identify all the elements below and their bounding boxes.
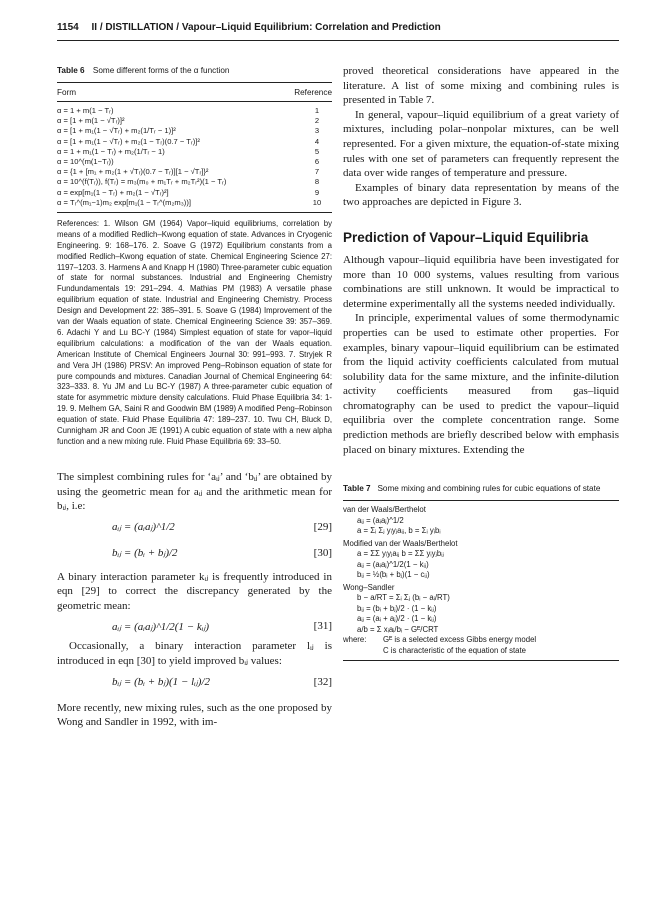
table6-form: α = Tᵣ^(m₁−1)m₂ exp[m₁(1 − Tᵣ^(m₂m₃))] [57,197,191,207]
table6-form: α = {1 + [m₁ + m₂(1 + √Tᵣ)(0.7 − Tᵣ)][1 − √Tᵣ]}² [57,167,209,177]
table6-ref: 5 [314,146,320,156]
table7-formula: bᵢⱼ = ½(bᵢ + bⱼ)(1 − cᵢⱼ) [357,570,430,580]
table7-formula: aᵢⱼ = (aᵢ + aⱼ)/2 · (1 − kᵢⱼ) [357,614,437,624]
page-number: 1154 [57,22,79,33]
paragraph: More recently, new mixing rules, such as the one proposed by Wong and Sandler in 1992, with im- [57,701,332,729]
equation-30 [57,540,332,566]
table6-row [57,147,332,157]
table6-form: α = 1 + m₁(1 − Tᵣ) + m₂(1/Tᵣ − 1) [57,146,165,156]
table6-form: α = [1 + m(1 − √Tᵣ)]² [57,116,125,126]
table6-form: α = 1 + m(1 − Tᵣ) [57,106,114,116]
equation-expression: aᵢⱼ = (aᵢaⱼ)^1/2(1 − kᵢⱼ) [112,620,210,633]
table6-ref: 8 [314,177,320,187]
table7-section-title: van der Waals/Berthelot [343,505,426,515]
table6-body [57,102,332,212]
paragraph: Occasionally, a binary interaction parameter lᵢⱼ is introduced in eqn [30] to yield improved bᵢⱼ values: [57,640,332,668]
table7-section-title: Wong–Sandler [343,582,395,592]
equation-31 [57,613,332,639]
table7-where-text: Gᴱ is a selected excess Gibbs energy model [383,635,537,645]
table7-where-text: C is characteristic of the equation of state [383,645,527,655]
left-column [57,66,332,730]
equation-expression: aᵢⱼ = (aᵢaⱼ)^1/2 [112,521,175,534]
table6-form: α = 10^(m(1−Tᵣ)) [57,157,114,167]
equation-29 [57,514,332,540]
right-column [343,66,619,661]
table6-ref: 9 [314,187,320,197]
running-header [57,22,619,41]
table6-form: α = [1 + m₁(1 − √Tᵣ) + m₂(1/Tᵣ − 1)]² [57,126,176,136]
table7-section-title: Modified van der Waals/Berthelot [343,538,458,548]
table6-header [57,83,332,102]
table6-ref: 3 [314,126,320,136]
paragraph: The simplest combining rules for ‘aᵢⱼ’ and ‘bᵢⱼ’ are obtained by using the geometric mean for aᵢⱼ and the arithmetic mean for bᵢⱼ, i.e: [57,470,332,513]
paragraph: A binary interaction parameter kᵢⱼ is frequently introduced in eqn [29] to correct the discrepancy generated by the geometric mean: [57,570,332,612]
table7-formula: aᵢⱼ = (aᵢaⱼ)^1/2 [357,515,404,525]
table7-formula: b − a/RT = Σᵢ Σⱼ (bᵢ − aᵢ/RT) [357,593,450,603]
paragraph: proved theoretical considerations have appeared in the literature. A list of some mixing and combining rules is presented in Table 7. [343,65,619,107]
table6-row [57,106,332,116]
table7-caption: Some mixing and combining rules for cubic equations of state [377,484,601,494]
table6-ref: 2 [314,116,320,126]
equation-number: [31] [313,620,332,633]
table6-caption: Some different forms of the α function [92,66,230,75]
equation-expression: bᵢⱼ = (bᵢ + bⱼ)/2 [112,547,178,560]
table7-formula: a = Σᵢ Σⱼ yᵢyⱼaᵢⱼ, b = Σᵢ yᵢbᵢ [357,526,441,536]
table7-formula: aᵢⱼ = (aᵢaⱼ)^1/2(1 − kᵢⱼ) [357,559,429,569]
table7-where-label: where: [343,635,367,645]
table6-row [57,198,332,208]
table7-formula: a = ΣΣ yᵢyⱼaᵢⱼ b = ΣΣ yᵢyⱼbᵢⱼ [357,549,444,559]
table7-title [343,483,619,494]
table6-ref: 6 [314,157,320,167]
paragraph: In principle, experimental values of some thermodynamic properties can be used to estimate other properties. For examples, binary vapour–liquid equilibrium can be estimated from the liquid activity coefficients calculated from mutual solubility data for the same mixture, and the infinite-dilution activity coefficients measured from gas–liquid chromatography can be used to predict the vapour–liquid equilibria over the complete concentration range. Some prediction methods are briefly described below with emphasis placed on binary mixtures. Extending the [343,312,619,456]
table6-references: References: 1. Wilson GM (1964) Vapor–liquid equilibriums, correlation by means of a modified Redlich–Kwong equation of state. Advances in Cryogenic Engineering. 9: 168–176. 2. Soave G (1972) Equilibrium constants from a modified Redlich–Kwong equation of state. Chemical Engineering Science 27: 1197–1203. 3. Harmens A and Knapp H (1980) Three-parameter cubic equation of state for normal substances. Industrial and Engineering Chemistry Fundundamentals 19: 291–294. 4. Mathias PM (1983) A versatile phase equilibrium equation of state. Industrial and Engineering Chemistry. Process Design and Development 22: 385–391. 5. Soave G (1984) Improvement of the van der Waals equation of state. Chemical Engineering Science 39: 357–369. 6. Adachi Y and Lu BC-Y (1984) Simplest equation of state for vapor–liquid equilibrium calculations: a modification of the van der Waals equation. American Institute of Chemical Engineers Journal 30: 991–993. 7. Stryjek R and Vera JH (1986) PRSV: An improved Peng–Robinson equation of state for pure compounds and mixtures. Canadian Journal of Chemical Engineering 64: 323–333. 8. Yu JM and Lu BC-Y (1987) A three-parameter cubic equation of state for asymmetric mixture density calculations. Fluid Phase Equilibria 34: 1-19. 9. Melhem GA, Saini R and Goodwin BM (1989) A modified Peng–Robinson equation of state. Fluid Phase Equilibria 47: 189–237. 10. Twu CH, Bluck D, Cunnigham JR and Coon JE (1991) A cubic equation of state with a new alpha function and a new mixing rule. Fluid Phase Equilibria 69: 33–50. [57,218,332,446]
table6-form: α = [1 + m₁(1 − √Tᵣ) + m₂(1 − Tᵣ)(0.7 − Tᵣ)]² [57,136,200,146]
table7-formula: a/b = Σ xᵢaᵢ/bᵢ − Gᴱ/CRT [357,624,439,634]
table6-form: α = exp[m₁(1 − Tᵣ) + m₂(1 − √Tᵣ)²] [57,187,169,197]
table6-ref: 7 [314,167,320,177]
table7-where [343,646,619,657]
table6-label: Table 6 [57,66,85,75]
table6-col-form: Form [57,88,77,97]
table6-row [57,126,332,136]
table7-where [343,635,619,646]
table6-row [57,116,332,126]
table6-ref: 1 [314,106,320,116]
table6 [57,82,332,213]
table6-row [57,137,332,147]
section-heading: Prediction of Vapour–Liquid Equilibria [343,229,589,245]
table6-ref: 10 [312,197,322,207]
table7-formula: bᵢⱼ = (bᵢ + bⱼ)/2 · (1 − kᵢⱼ) [357,603,437,613]
equation-32 [57,669,332,695]
table6-col-ref: Reference [294,88,332,97]
table6-row [57,177,332,187]
table7 [343,500,619,661]
table6-row [57,188,332,198]
paragraph: Examples of binary data representation by means of the two approaches are depicted in Figure 3. [343,181,619,209]
equation-number: [32] [313,675,332,688]
equation-expression: bᵢⱼ = (bᵢ + bⱼ)(1 − lᵢⱼ)/2 [112,676,211,689]
table6-title [57,66,332,75]
running-title: II / DISTILLATION / Vapour–Liquid Equilibrium: Correlation and Prediction [91,22,441,33]
table7-label: Table 7 [343,484,371,494]
table6-row [57,167,332,177]
equation-number: [29] [313,520,332,533]
table6-ref: 4 [314,136,320,146]
paragraph: In general, vapour–liquid equilibrium of a great variety of mixtures, including polar–nonpolar mixtures, can be well represented. For a given mixture, the equation-of-state mixing rules with one set of parameters can frequently represent the data over wide ranges of temperature and pressure. [343,108,619,180]
table6-form: α = 10^(f(Tᵣ)), f(Tᵣ) = m₃(m₀ + m₁Tᵣ + m₂Tᵣ²)(1 − Tᵣ) [57,177,227,187]
paragraph: Although vapour–liquid equilibria have been investigated for more than 10 000 systems, values resulting from various combinations are still unknown. It would be impractical to determine experimentally all the systems needed individually. [343,253,619,310]
table6-row [57,157,332,167]
equation-number: [30] [313,546,332,559]
